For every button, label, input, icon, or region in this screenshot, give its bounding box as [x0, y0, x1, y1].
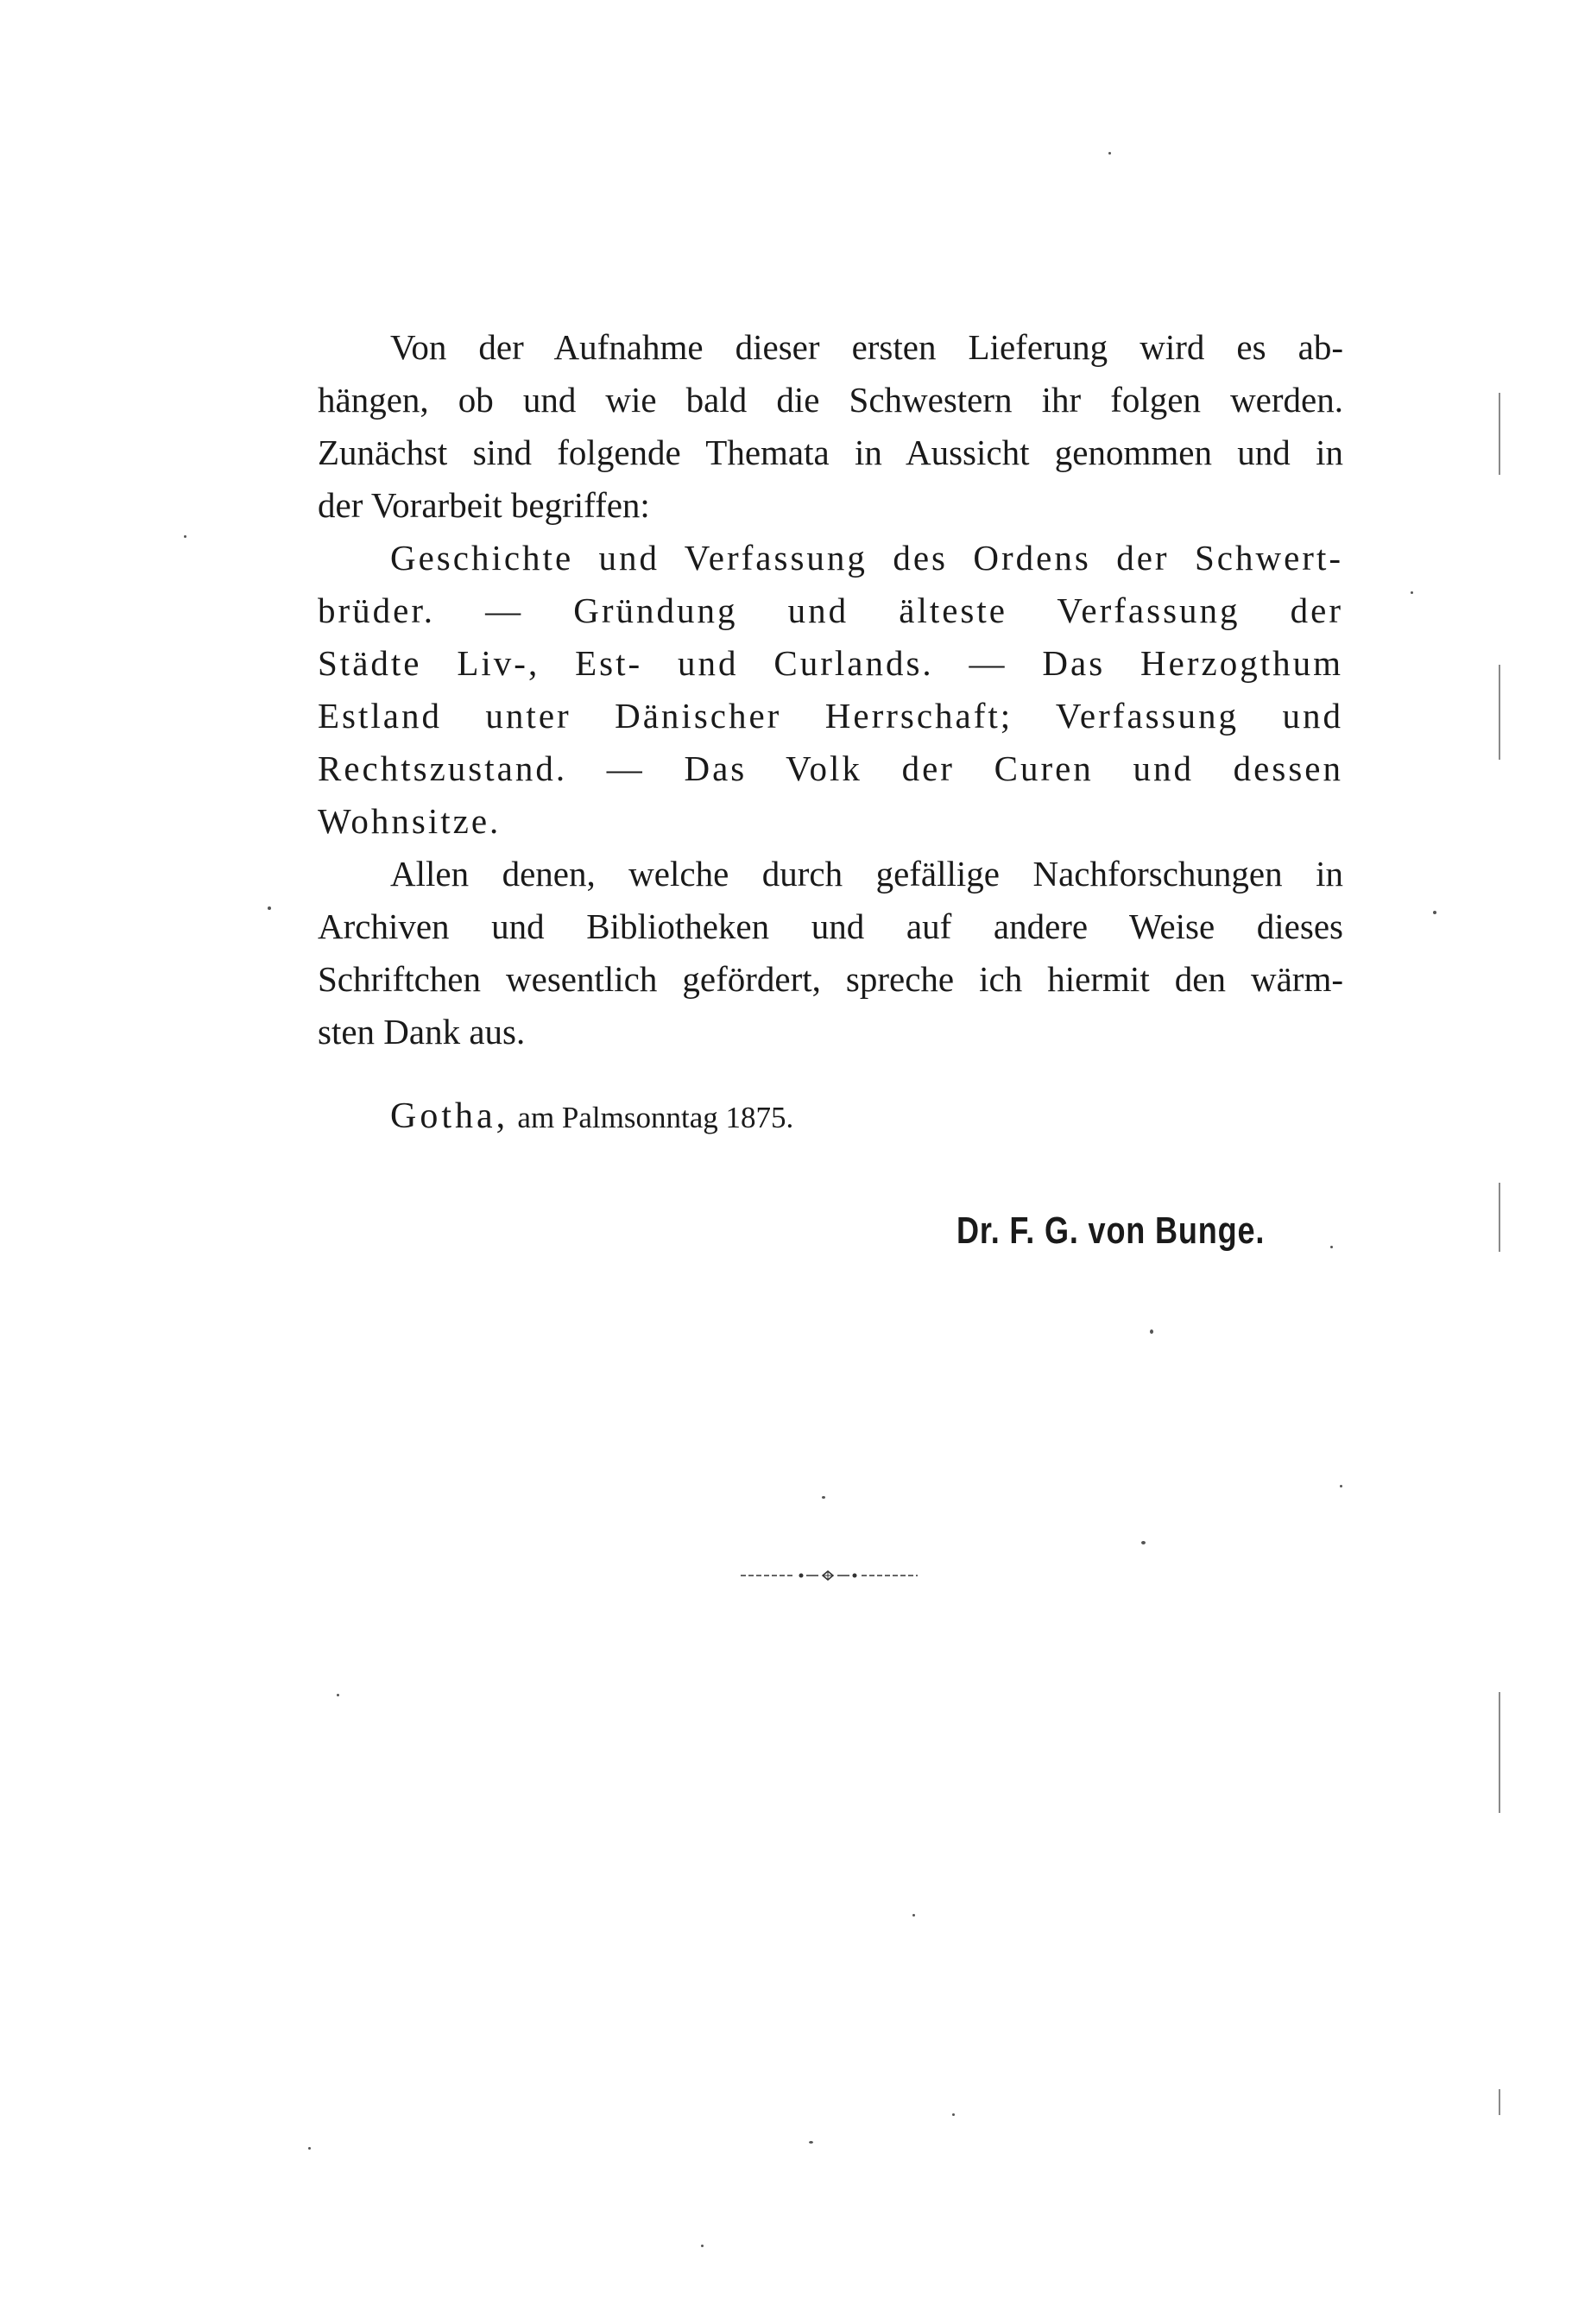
scan-speck — [1141, 1541, 1146, 1544]
text-line: Zunächst sind folgende Themata in Aussicht genommen und in — [318, 433, 1343, 472]
scan-edge-line — [1499, 1692, 1500, 1813]
scan-speck — [809, 2141, 813, 2144]
text-line: brüder. — Gründung und älteste Verfassung der — [318, 590, 1343, 630]
dateline-place: Gotha, — [390, 1096, 509, 1136]
scan-edge-line — [1499, 1183, 1500, 1252]
text-line: der Vorarbeit begriffen: — [318, 485, 650, 525]
scan-speck — [701, 2245, 704, 2247]
scan-speck — [912, 1914, 915, 1917]
text-line: Archiven und Bibliotheken und auf andere Weise dieses — [318, 906, 1343, 946]
author-signature: Dr. F. G. von Bunge. — [956, 1209, 1266, 1252]
scan-speck — [1108, 152, 1111, 155]
scan-speck — [822, 1496, 825, 1499]
scan-speck — [268, 906, 271, 910]
text-line: Wohnsitze. — [318, 801, 502, 841]
text-line: Städte Liv-, Est- und Curlands. — Das Herzogthum — [318, 643, 1343, 683]
text-line: Estland unter Dänischer Herrschaft; Verfassung und — [318, 696, 1343, 736]
paragraph-intro — [318, 321, 1343, 532]
scan-speck — [952, 2113, 955, 2116]
scan-speck — [1433, 911, 1436, 914]
text-line: sten Dank aus. — [318, 1012, 526, 1051]
scan-edge-line — [1499, 393, 1500, 475]
paragraph-topics — [318, 532, 1343, 848]
dateline-date: am Palmsonntag 1875. — [517, 1101, 794, 1134]
scan-speck — [1411, 591, 1413, 594]
scan-speck — [308, 2147, 311, 2150]
scan-edge-line — [1499, 2089, 1500, 2115]
scan-speck — [184, 535, 186, 538]
ornament-divider-icon — [741, 1569, 922, 1582]
scan-edge-line — [1499, 665, 1500, 760]
scan-speck — [1340, 1485, 1342, 1487]
text-line: Von der Aufnahme dieser ersten Lieferung wird es ab- — [390, 327, 1343, 367]
dateline — [390, 1089, 793, 1144]
text-line: Geschichte und Verfassung des Ordens der Schwert- — [390, 538, 1343, 578]
text-line: hängen, ob und wie bald die Schwestern ihr folgen werden. — [318, 380, 1343, 420]
body-text — [318, 321, 1343, 1058]
paragraph-thanks — [318, 848, 1343, 1058]
scan-speck — [1150, 1329, 1153, 1334]
text-line: Schriftchen wesentlich gefördert, spreche ich hiermit den wärm- — [318, 959, 1343, 999]
text-line: Allen denen, welche durch gefällige Nachforschungen in — [390, 854, 1343, 894]
scan-speck — [337, 1694, 339, 1696]
scan-speck — [1330, 1246, 1333, 1248]
text-line: Rechtszustand. — Das Volk der Curen und dessen — [318, 748, 1343, 788]
